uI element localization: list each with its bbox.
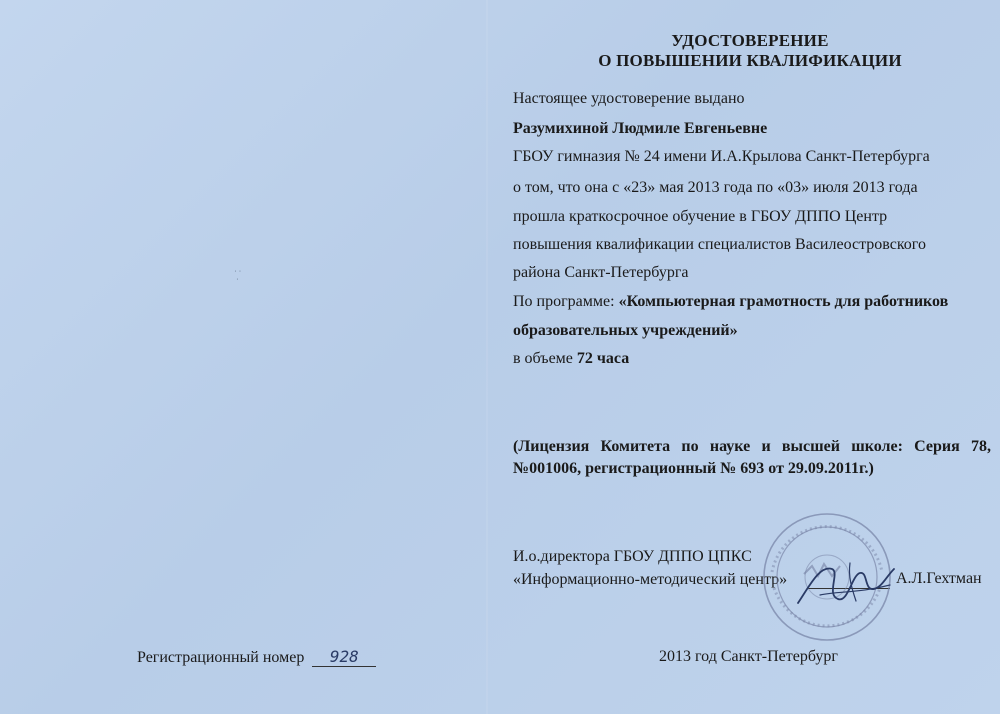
program-label: По программе: [513,293,615,310]
paper-speck: ˙ ˙ ˙ [234,269,242,286]
registration-label: Регистрационный номер [137,649,305,666]
training-line1: прошла краткосрочное обучение в ГБОУ ДППО Центр [513,208,888,225]
place-year: 2013 год Санкт-Петербург [659,648,838,665]
certificate-title-line1: УДОСТОВЕРЕНИЕ [671,31,829,50]
license-word: и [761,438,771,455]
license-line2: №001006, регистрационный № 693 от 29.09.2011г.) [513,460,874,477]
volume-line [513,349,629,369]
period-text: о том, что она с «23» мая 2013 года по «03» июля 2013 года [513,179,918,196]
certificate-title-line2: О ПОВЫШЕНИИ КВАЛИФИКАЦИИ [598,51,902,70]
training-line3: района Санкт-Петербурга [513,264,689,281]
director-name: А.Л.Гехтман [896,570,982,587]
volume-label: в объеме [513,350,573,367]
license-word: (Лицензия [513,438,590,455]
program-name-line1: «Компьютерная грамотность для работников [618,293,949,310]
license-word: высшей [781,438,840,455]
license-word: науке [709,438,751,455]
recipient-name: Разумихиной Людмиле Евгеньевне [513,120,768,137]
license-word: Комитета [600,438,671,455]
license-word: Серия [914,438,960,455]
training-line2: повышения квалификации специалистов Василеостровского [513,236,926,253]
registration-number: 928 [312,648,376,667]
license-word: 78, [971,438,991,455]
director-org: «Информационно-методический центр» [513,571,788,588]
registration-number-line [137,648,376,667]
paper-fold [486,0,488,714]
program-name-line2: образовательных учреждений» [513,322,738,339]
organization: ГБОУ гимназия № 24 имени И.А.Крылова Санкт-Петербурга [513,148,930,165]
handwritten-signature-icon [790,555,900,615]
license-line1 [513,437,991,457]
volume-value: 72 часа [576,350,630,367]
license-word: школе: [851,438,903,455]
program-line [513,292,948,312]
license-word: по [681,438,699,455]
director-title: И.о.директора ГБОУ ДППО ЦПКС [513,548,752,565]
issued-to-label: Настоящее удостоверение выдано [513,90,745,107]
